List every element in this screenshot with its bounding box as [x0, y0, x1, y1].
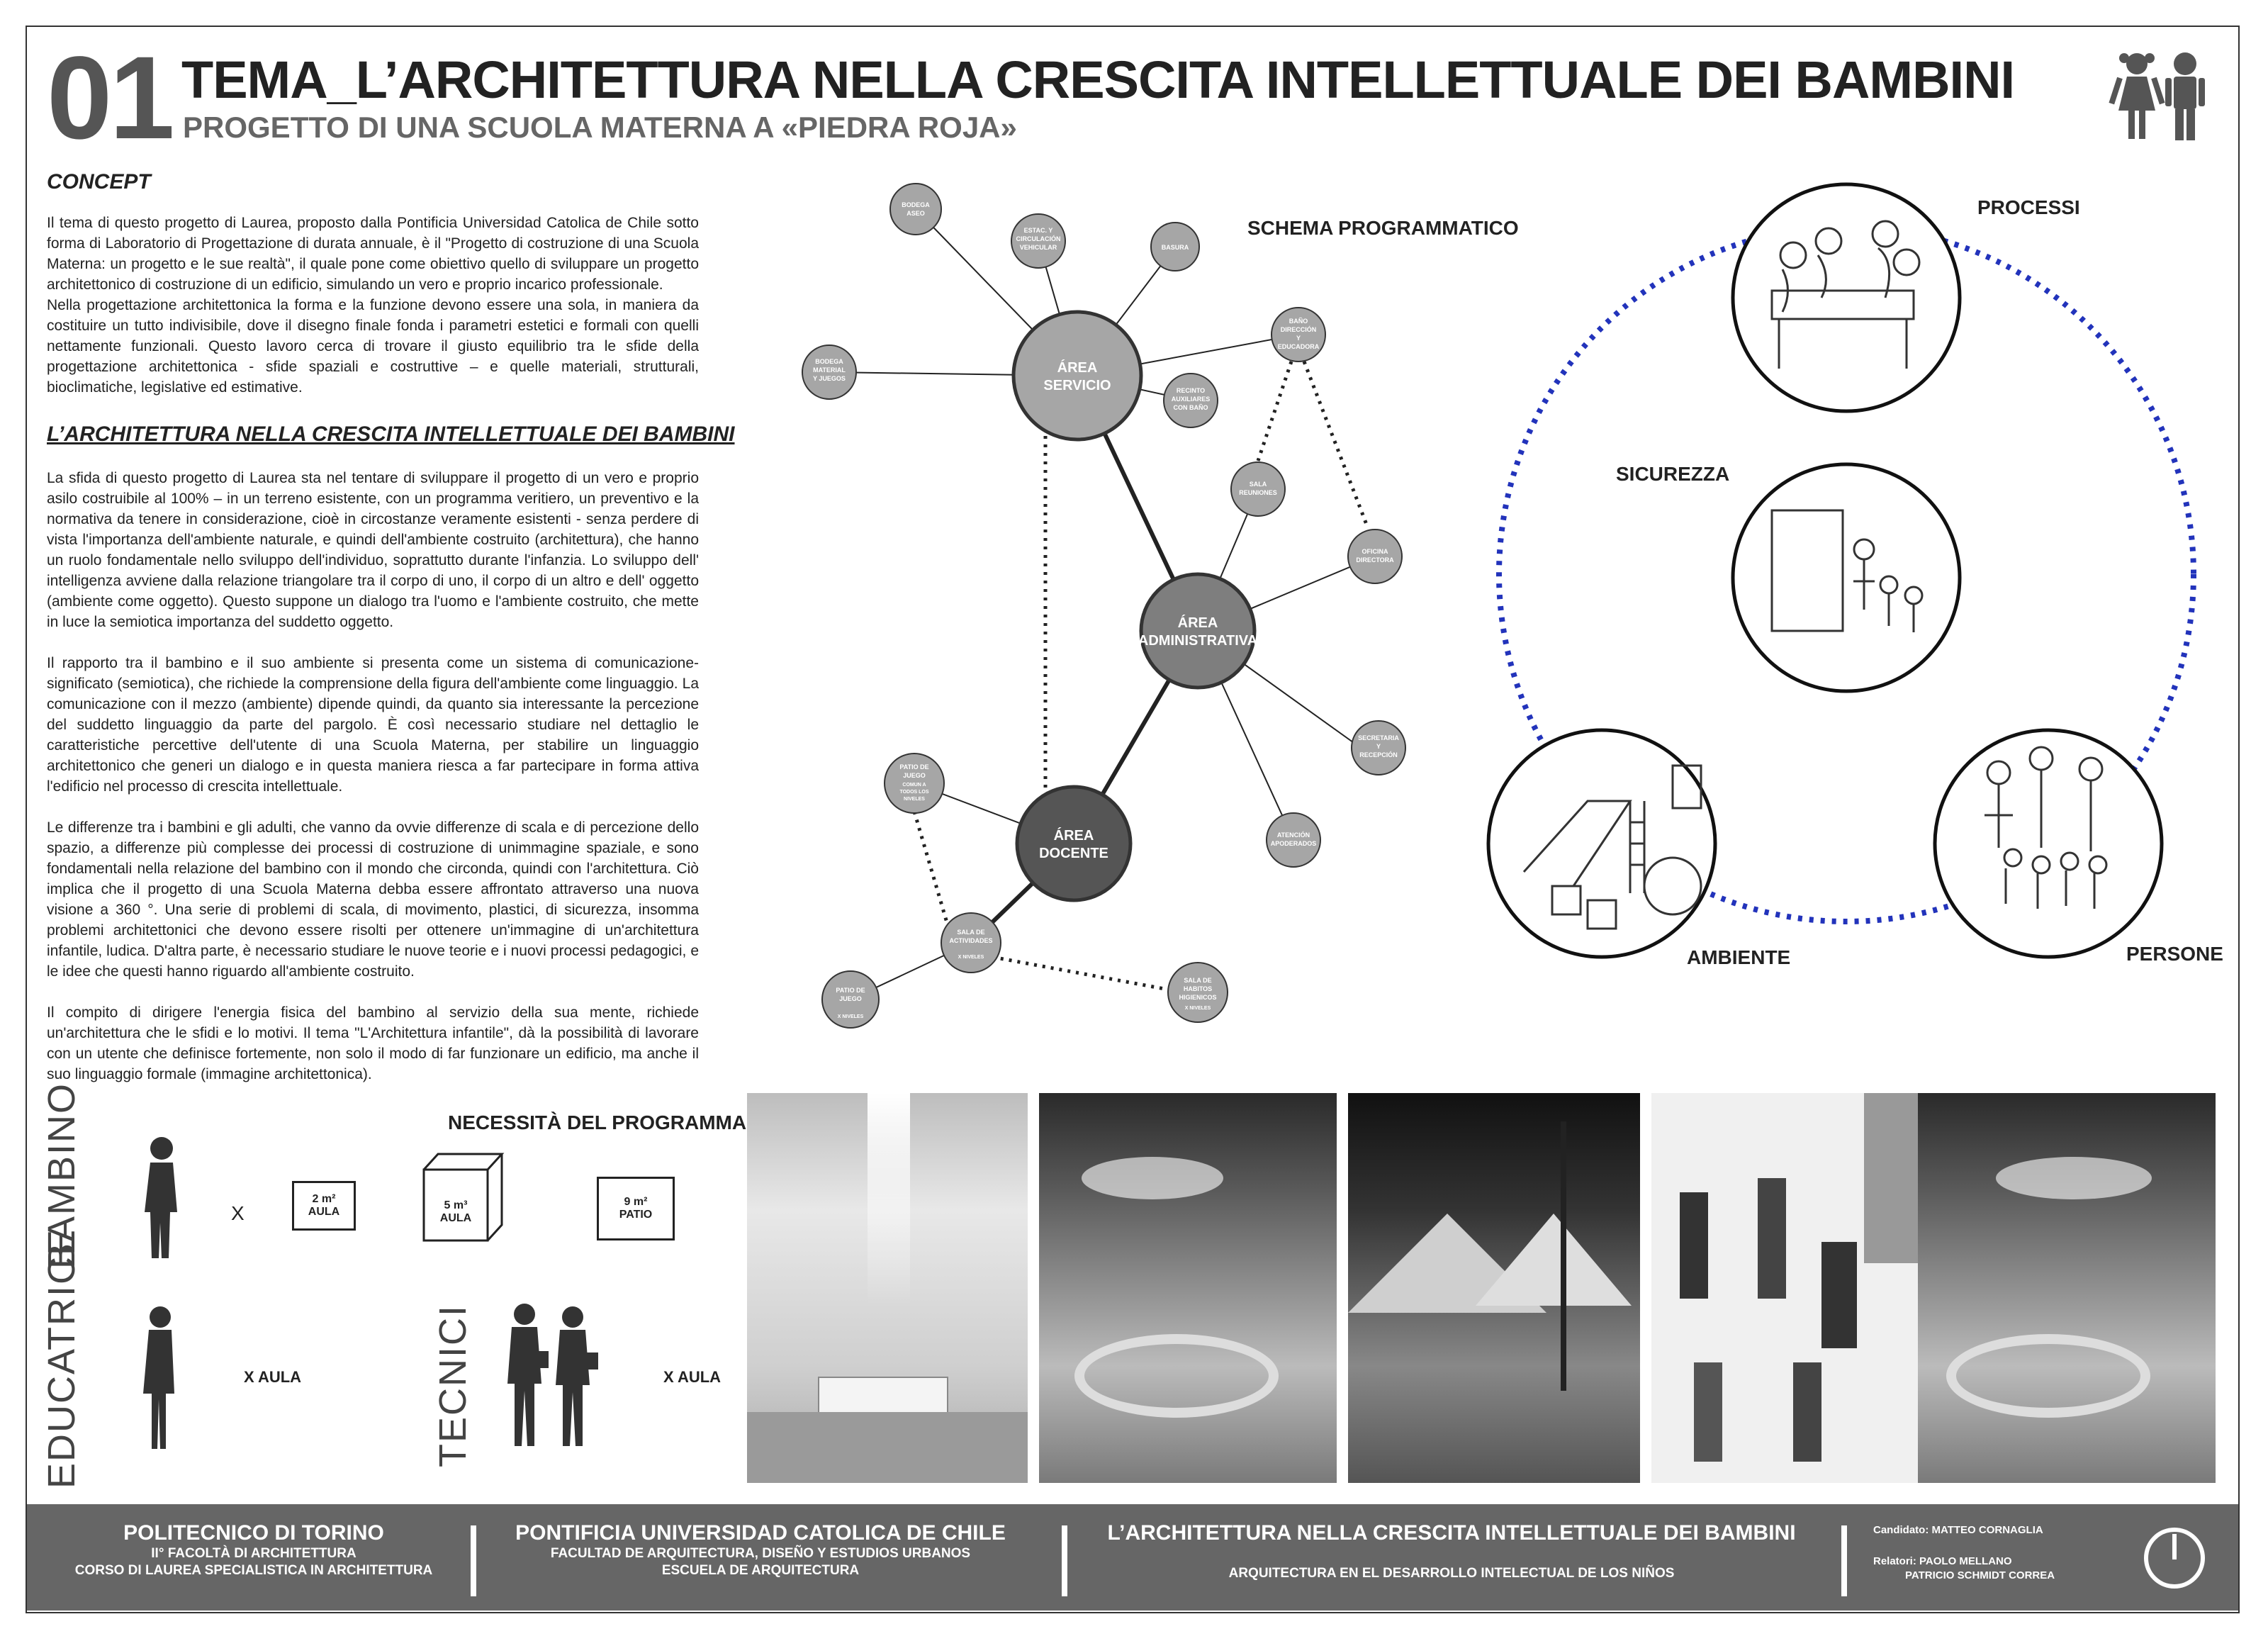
- architettura-paragraph: La sfida di questo progetto di Laurea sta nel tentare di sviluppare il progetto di un vero e proprio asilo costruibile al 100% – in un terreno esistente, con un programma veritiero, un preventivo e la normativa da tenere in considerazione, cioè in circostanze veramente esistenti - senza perdere di vista l'importanza dell'ambiente naturale, e quindi dell'ambiente costruito (architettura), che hanno un ruolo fondamentale nello sviluppo dell'individuo, soprattutto durante l'infanzia. Lo sviluppo dell' intelligenza avviene dalla relazione triangolare tra il corpo di uno, il corpo di un altro e dell' oggetto (ambiente come oggetto). Questo suppone un dialogo tra l'uomo e l'ambiente costruito, che mette in luce la semiotica importanza del suddetto oggetto.: [47, 470, 699, 630]
- node-label: SALA DE: [1184, 977, 1212, 984]
- footer-line: ESCUELA DE ARQUITECTURA: [661, 1563, 860, 1578]
- node-label: CIRCULACIÓN: [1016, 235, 1061, 242]
- circular-courtyard-photo: [1039, 1093, 1337, 1483]
- node-label: X NIVELES: [958, 955, 984, 960]
- area-administrativa-node: [1141, 574, 1254, 688]
- x-aula-label: X AULA: [663, 1368, 722, 1386]
- node-label: X NIVELES: [837, 1014, 864, 1019]
- footer-puc: [488, 1521, 1033, 1579]
- box-value: 9 m²: [624, 1196, 648, 1208]
- node-label: DIRECTORA: [1356, 556, 1394, 564]
- footer-thesis: [1076, 1521, 1827, 1582]
- node-label: PATIO DE: [836, 987, 865, 994]
- node-label: RECINTO: [1176, 387, 1206, 394]
- node-label: HABITOS: [1183, 985, 1213, 992]
- label-processi: PROCESSI: [1977, 196, 2080, 218]
- node-label: DOCENTE: [1039, 846, 1108, 861]
- box-unit: AULA: [308, 1206, 340, 1218]
- children-icon: [2109, 48, 2211, 147]
- candidate: Candidato: MATTEO CORNAGLIA: [1873, 1524, 2043, 1536]
- node-label: ÁREA: [1177, 615, 1218, 631]
- architettura-paragraph: Le differenze tra i bambini e gli adulti, che vanno da ovvie differenze di scala e di percezione dello spazio, a differenze più complesse dei processi di costruzione di unimmagine spaziale, e sono fondamentali nella relazione del bambino con il mondo che circonda, quindi con l'architettura. Ciò implica che il progetto di una Scuola Materna debba essere affrontato attraverso una nuova visione a 360 °. Una serie di problemi di scala, di movimento, plastici, di sicurezza, insomma problemi architettonici che devono essere risolti per ottenere un'immagine di un'architettura infantile, ludica. D'altra parte, è necessario studiare le nuove teorie e i nuovi processi pedagogici, e le idee che questi hanno riguardo all'ambiente costruito.: [47, 819, 699, 980]
- footer-politecnico: [41, 1521, 466, 1579]
- node-label: JUEGO: [839, 995, 862, 1002]
- footer-heading: POLITECNICO DI TORINO: [123, 1521, 384, 1545]
- volume-label: [424, 1199, 488, 1225]
- times-sign: X: [231, 1202, 245, 1224]
- relatori: PATRICIO SCHMIDT CORREA: [1905, 1569, 2055, 1581]
- node-label: SERVICIO: [1043, 378, 1111, 393]
- node-label: BAÑO: [1289, 318, 1308, 325]
- concept-paragraph: Il tema di questo progetto di Laurea, proposto dalla Pontificia Universidad Catolica de Chile sotto forma di Laboratorio di Progettazione di durata annuale, è il "Progetto di costruzione di una Scuola Materna: un progetto e le sue realtà", il quale pone come obiettivo quello di sviluppare un progetto architettonico di costruzione di un edificio, simulando un vero e proprio incarico professionale.: [47, 215, 699, 293]
- footer-line: CORSO DI LAUREA SPECIALISTICA IN ARCHITETTURA: [74, 1563, 433, 1578]
- concept-paragraph: Nella progettazione architettonica la forma e la funzione devono essere una sola, in maniera da costituire un tutto indivisibile, dove il disegno finale fonda i parametri estetici e formali con quelli nettamente funzionali. Questo lavoro cerca di trovare il giusto equilibrio tra le sfide della progettazione architettonica - sfide spaziali e costruttive – e quelle materiali, strutturali, bioclimatiche, legislative ed estimative.: [47, 297, 699, 396]
- architettura-paragraph: Il rapporto tra il bambino e il suo ambiente si presenta come un sistema di comunicazione-significato (semiotica), che richiede la comprensione della figura dell'ambiente come linguaggio. La comunicazione con il mezzo (ambiente) dipende quindi, da quanto sia interessante la percezione del suddetto linguaggio da parte del pargolo. È così necessario studiare nel dettaglio le caratteristiche percettive dell'utente di una Scuola Materna, per stabilire un linguaggio architettonico che generi un dialogo e in questa maniera riesca a far partecipare in forma attiva l'edificio nel processo di crescita intellettuale.: [47, 655, 699, 795]
- child-silhouette-icon: [135, 1134, 191, 1262]
- node-label: HIGIENICOS: [1179, 994, 1217, 1001]
- node-label: ASEO: [906, 210, 925, 217]
- area-docente-node: [1017, 787, 1130, 900]
- footer-bar: [27, 1504, 2238, 1611]
- page-subtitle: PROGETTO DI UNA SCUOLA MATERNA A «PIEDRA ROJA»: [183, 111, 1017, 144]
- label-ambiente: AMBIENTE: [1687, 946, 1791, 968]
- node-label: EDUCADORA: [1277, 343, 1320, 350]
- roof-gables-photo: [1348, 1093, 1640, 1483]
- node-label: TODOS LOS: [899, 790, 929, 795]
- architettura-text: [47, 468, 699, 1085]
- area-box-patio: [597, 1177, 675, 1240]
- footer-divider: [1062, 1525, 1067, 1596]
- volume-cube-icon: [417, 1148, 509, 1248]
- node-label: REUNIONES: [1239, 489, 1277, 496]
- node-label: ATENCIÓN: [1276, 831, 1310, 839]
- footer-heading: L’ARCHITETTURA NELLA CRESCITA INTELLETTUALE DEI BAMBINI: [1107, 1521, 1796, 1545]
- node-label: BASURA: [1161, 244, 1189, 251]
- node-label: VEHICULAR: [1019, 244, 1057, 251]
- footer-line: II° FACOLTÀ DI ARCHITETTURA: [151, 1546, 357, 1561]
- node-label: BODEGA: [902, 201, 930, 208]
- footer-line: FACULTAD DE ARQUITECTURA, DISEÑO Y ESTUDIOS URBANOS: [550, 1546, 971, 1561]
- side-label-tecnici: TECNICI: [432, 1304, 474, 1467]
- node-label: PATIO DE: [899, 763, 929, 771]
- cycle-diagram: [1460, 163, 2240, 999]
- box-unit: PATIO: [619, 1209, 653, 1221]
- area-servicio-node: [1014, 312, 1141, 439]
- node-label: ÁREA: [1057, 360, 1098, 376]
- node-label: SALA DE: [957, 929, 985, 936]
- node-label: OFICINA: [1362, 548, 1388, 555]
- node-label: SECRETARIA: [1358, 734, 1399, 741]
- node-label: CON BAÑO: [1173, 404, 1208, 411]
- sheet-number: 01: [47, 33, 172, 164]
- processi-circle: [1733, 184, 1960, 411]
- node-label: Y: [1296, 335, 1301, 342]
- box-value: 2 m²: [312, 1193, 336, 1205]
- node-label: BODEGA: [815, 358, 843, 365]
- node-label: AUXILIARES: [1171, 396, 1211, 403]
- box-value: 5 m³: [444, 1199, 468, 1211]
- architettura-paragraph: Il compito di dirigere l'energia fisica del bambino al servizio della sua mente, richiede un'architettura che le sfidi e lo motivi. Il tema "L'Architettura infantile", dà la possibilità di lavorare con un utente che definisce fortemente, non solo il modo di far funzionare un edificio, ma anche il suo linguaggio formale (immagine architettonica).: [47, 1004, 699, 1082]
- sicurezza-circle: [1733, 464, 1960, 691]
- program-schema-diagram: [780, 170, 1524, 1056]
- node-label: Y JUEGOS: [813, 375, 846, 382]
- node-label: DIRECCIÓN: [1280, 326, 1317, 333]
- node-label: SALA: [1249, 481, 1267, 488]
- concept-heading: CONCEPT: [47, 170, 151, 194]
- node-label: MATERIAL: [813, 366, 846, 374]
- side-label-bambino: BAMBINO: [40, 1082, 83, 1269]
- label-sicurezza: SICUREZZA: [1616, 463, 1730, 485]
- node-label: ESTAC. Y: [1023, 227, 1053, 234]
- footer-heading: PONTIFICIA UNIVERSIDAD CATOLICA DE CHILE: [515, 1521, 1006, 1545]
- x-aula-label: X AULA: [244, 1368, 302, 1386]
- persone-circle: [1935, 730, 2162, 957]
- concept-text: [47, 213, 699, 398]
- node-label: ADMINISTRATIVA: [1138, 633, 1258, 649]
- side-label-educatrice: EDUCATRICE: [40, 1228, 83, 1489]
- footer-divider: [1841, 1525, 1847, 1596]
- node-label: RECEPCIÓN: [1359, 751, 1398, 758]
- architettura-heading: L’ARCHITETTURA NELLA CRESCITA INTELLETTUALE DEI BAMBINI: [47, 422, 735, 446]
- node-label: X NIVELES: [1184, 1006, 1211, 1011]
- relatori: Relatori: PAOLO MELLANO: [1873, 1555, 2012, 1567]
- node-label: COMUN A: [902, 783, 926, 788]
- footer-line: ARQUITECTURA EN EL DESARROLLO INTELECTUAL DE LOS NIÑOS: [1228, 1566, 1675, 1581]
- node-label: ÁREA: [1053, 828, 1094, 844]
- node-label: NIVELES: [904, 797, 925, 802]
- node-label: APODERADOS: [1270, 840, 1317, 847]
- box-unit: AULA: [439, 1212, 472, 1224]
- interior-classroom-photo: [747, 1093, 1028, 1483]
- program-title: NECESSITÀ DEL PROGRAMMA: [448, 1111, 747, 1133]
- schema-title: SCHEMA PROGRAMMATICO: [1247, 217, 1519, 239]
- label-persone: PERSONE: [2126, 943, 2223, 965]
- circular-courtyard-photo-2: [1918, 1093, 2216, 1483]
- area-box-aula: [292, 1181, 356, 1231]
- white-facade-photo: [1651, 1093, 1943, 1483]
- node-label: Y: [1376, 743, 1381, 750]
- page-title: TEMA_L’ARCHITETTURA NELLA CRESCITA INTELLETTUALE DEI BAMBINI: [181, 50, 2015, 109]
- teacher-silhouette-icon: [132, 1304, 189, 1453]
- node-label: ACTIVIDADES: [949, 937, 993, 944]
- footer-divider: [471, 1525, 476, 1596]
- power-logo-icon: [2140, 1524, 2208, 1592]
- node-label: JUEGO: [903, 772, 926, 779]
- technicians-silhouette-icon: [496, 1301, 602, 1450]
